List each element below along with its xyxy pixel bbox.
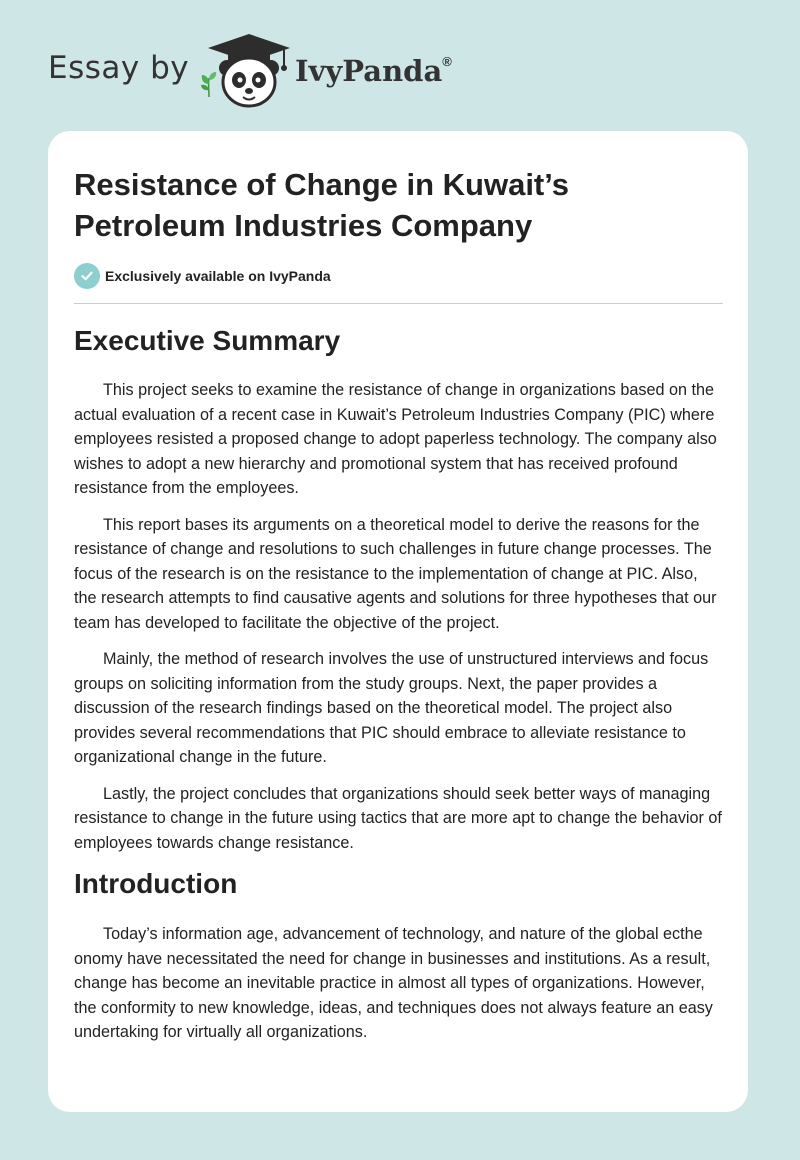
paragraph: This report bases its arguments on a theoretical model to derive the reasons for the resistance of change and resolutions to such challenges in future change processes. The focus of the research is on the resistance to the implementation of change at PIC. Also, the research attempts to find causative agents and solutions for three hypotheses that our team has developed to facilitate the objective of the project.	[74, 515, 717, 632]
brand-name: IvyPanda	[295, 54, 443, 88]
section-heading: Executive Summary	[74, 325, 341, 356]
section-heading: Introduction	[74, 868, 238, 899]
paragraph: Mainly, the method of research involves the use of unstructured interviews and focus groups on soliciting information from the study groups. Next, the paper provides a discussion of the research findings based on the theoretical model. The project also provides several recommendations that PIC should embrace to alleviate resistance to organizational change in the future.	[74, 650, 709, 766]
paragraph: This project seeks to examine the resistance of change in organizations based on the actual evaluation of a recent case in Kuwait’s Petroleum Industries Company (PIC) where employees resisted a proposed change to adopt paperless technology. The company also wishes to adopt a new hierarchy and promotional system that has received profound resistance from the employees.	[74, 381, 717, 497]
brand-logo-text[interactable]	[295, 54, 452, 88]
registered-mark: ®	[442, 54, 452, 70]
exclusive-badge	[74, 263, 331, 289]
exclusive-badge-label: Exclusively available on IvyPanda	[105, 268, 331, 284]
checkmark-icon	[74, 263, 100, 289]
site-header	[48, 30, 508, 116]
essay-title: Resistance of Change in Kuwait’s Petroleum Industries Company	[74, 167, 569, 243]
panda-graduate-icon	[206, 30, 292, 110]
paragraph: Today’s information age, advancement of technology, and nature of the global ecthe onomy have necessitated the need for change in businesses and institutions. As a result, change has become an inevitable practice in almost all types of organizations. However, the conformity to new knowledge, ideas, and techniques does not always feature an easy undertaking for virtually all organizations.	[74, 925, 713, 1041]
paragraph: Lastly, the project concludes that organizations should seek better ways of managing resistance to change in the future using tactics that are more apt to change the behavior of employees towards change resistance.	[74, 784, 722, 852]
essay-card	[48, 131, 748, 1112]
essay-by-label: Essay by	[48, 50, 190, 86]
essay-body	[74, 324, 724, 1057]
title-divider	[74, 303, 723, 304]
